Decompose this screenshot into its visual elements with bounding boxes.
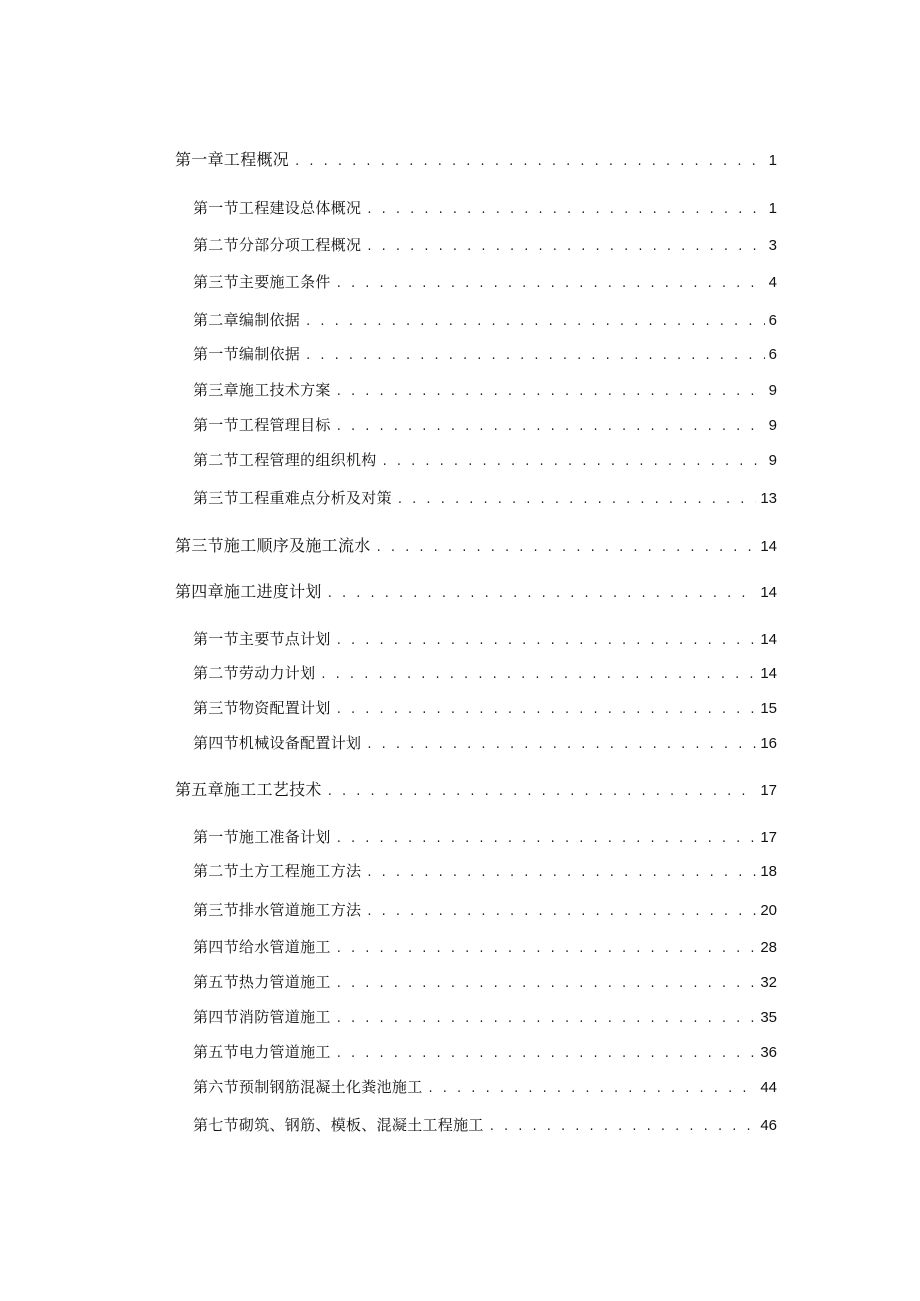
toc-entry-title: 第一章工程概况 [175,150,290,169]
toc-entry[interactable] [193,415,777,437]
toc-entry-title: 第二节土方工程施工方法 [193,862,362,880]
dot-leader [337,974,757,994]
dot-leader [337,939,757,959]
toc-entry[interactable] [175,150,777,172]
toc-entry[interactable] [193,698,777,720]
dot-leader [337,274,765,294]
dot-leader [295,152,765,172]
toc-entry-page: 15 [760,700,777,717]
toc-entry-page: 4 [768,274,777,291]
toc-entry-title: 第五章施工工艺技术 [175,780,322,799]
toc-entry-page: 3 [768,237,777,254]
toc-entry-page: 6 [768,312,777,329]
toc-entry[interactable] [175,536,777,558]
toc-entry[interactable] [193,310,777,332]
toc-entry-page: 1 [768,200,777,217]
toc-entry-title: 第一节工程管理目标 [193,416,331,434]
toc-entry[interactable] [175,582,777,604]
toc-entry[interactable] [193,663,777,685]
dot-leader [367,902,756,922]
dot-leader [490,1117,757,1137]
toc-entry-title: 第一节工程建设总体概况 [193,199,362,217]
toc-entry[interactable] [193,629,777,651]
toc-entry-title: 第四节机械设备配置计划 [193,734,362,752]
toc-entry-title: 第三章施工技术方案 [193,381,331,399]
toc-entry-page: 14 [760,538,777,555]
toc-entry-page: 32 [760,974,777,991]
toc-entry[interactable] [193,1042,777,1064]
toc-entry-page: 18 [760,863,777,880]
toc-entry-title: 第三节主要施工条件 [193,273,331,291]
toc-entry-page: 16 [760,735,777,752]
toc-entry-page: 36 [760,1044,777,1061]
toc-entry-page: 17 [760,782,777,799]
toc-entry-title: 第二节劳动力计划 [193,664,316,682]
toc-entry[interactable] [193,488,777,510]
toc-entry-title: 第二节工程管理的组织机构 [193,451,377,469]
toc-entry-page: 20 [760,902,777,919]
toc-entry-title: 第一节编制依据 [193,345,301,363]
dot-leader [367,735,756,755]
toc-entry-page: 17 [760,829,777,846]
dot-leader [328,782,757,802]
toc-entry[interactable] [193,1007,777,1029]
toc-entry-title: 第五节电力管道施工 [193,1043,331,1061]
toc-entry-page: 13 [760,490,777,507]
toc-entry-title: 第四节给水管道施工 [193,938,331,956]
toc-entry-page: 14 [760,665,777,682]
dot-leader [367,200,764,220]
dot-leader [337,382,765,402]
toc-entry-page: 28 [760,939,777,956]
dot-leader [337,700,757,720]
dot-leader [328,584,757,604]
toc-entry-page: 14 [760,631,777,648]
toc-entry[interactable] [175,780,777,802]
toc-entry-page: 46 [760,1117,777,1134]
toc-entry-title: 第三节施工顺序及施工流水 [175,536,371,555]
toc-entry[interactable] [193,900,777,922]
toc-entry[interactable] [193,861,777,883]
toc-entry[interactable] [193,380,777,402]
toc-entry-page: 14 [760,584,777,601]
toc-entry[interactable] [193,235,777,257]
toc-entry-page: 1 [768,152,777,169]
dot-leader [398,490,756,510]
toc-entry-title: 第三节工程重难点分析及对策 [193,489,392,507]
dot-leader [429,1079,757,1099]
toc-entry-title: 第一节施工准备计划 [193,828,331,846]
toc-entry[interactable] [193,827,777,849]
toc-entry[interactable] [193,937,777,959]
toc-entry-title: 第二节分部分项工程概况 [193,236,362,254]
dot-leader [337,1044,757,1064]
toc-entry[interactable] [193,1077,777,1099]
dot-leader [367,863,756,883]
toc-entry[interactable] [193,344,777,366]
toc-entry-page: 9 [768,382,777,399]
toc-entry-page: 9 [768,452,777,469]
toc-entry[interactable] [193,1115,777,1137]
toc-entry[interactable] [193,272,777,294]
dot-leader [337,417,765,437]
toc-entry-title: 第三节排水管道施工方法 [193,901,362,919]
toc-entry-title: 第七节砌筑、钢筋、模板、混凝土工程施工 [193,1116,484,1134]
dot-leader [377,538,757,558]
toc-entry-title: 第四节消防管道施工 [193,1008,331,1026]
toc-entry-page: 9 [768,417,777,434]
dot-leader [383,452,765,472]
dot-leader [367,237,764,257]
toc-entry[interactable] [193,972,777,994]
toc-entry-title: 第五节热力管道施工 [193,973,331,991]
toc-entry-page: 6 [768,346,777,363]
toc-entry[interactable] [193,733,777,755]
dot-leader [337,829,757,849]
toc-entry-title: 第一节主要节点计划 [193,630,331,648]
toc-entry-title: 第四章施工进度计划 [175,582,322,601]
dot-leader [337,1009,757,1029]
toc-entry[interactable] [193,450,777,472]
dot-leader [321,665,756,685]
toc-entry-page: 35 [760,1009,777,1026]
toc-entry[interactable] [193,198,777,220]
toc-entry-title: 第六节预制钢筋混凝土化粪池施工 [193,1078,423,1096]
toc-entry-title: 第二章编制依据 [193,311,301,329]
dot-leader [306,346,765,366]
dot-leader [337,631,757,651]
dot-leader [306,312,765,332]
toc-entry-page: 44 [760,1079,777,1096]
toc-entry-title: 第三节物资配置计划 [193,699,331,717]
